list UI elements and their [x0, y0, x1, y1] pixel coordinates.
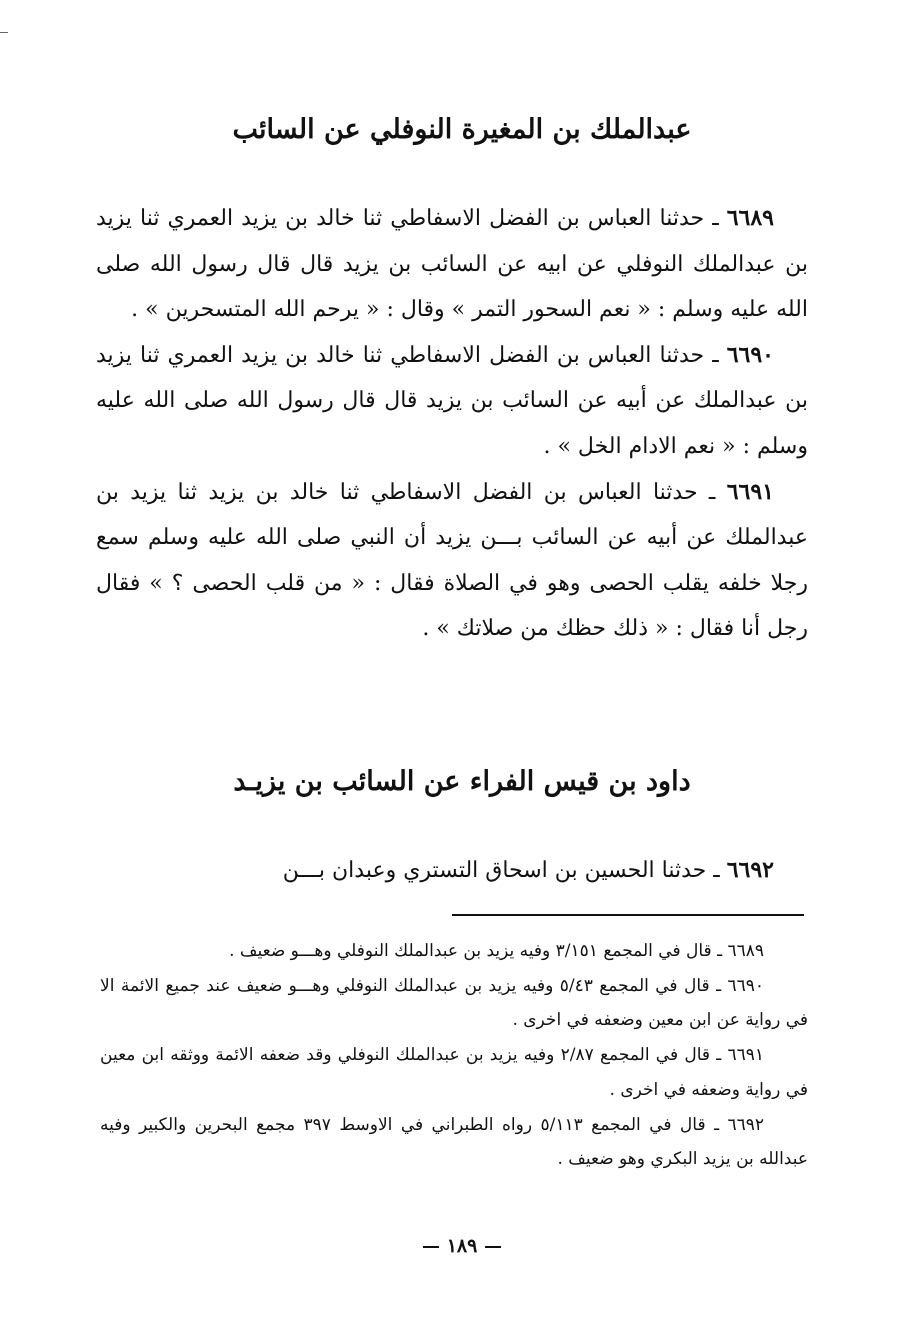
hadith-number: ٦٦٨٩	[726, 205, 774, 231]
footnote-6690	[100, 969, 808, 1038]
hadith-number: ٦٦٩١	[726, 478, 774, 505]
footnote-6691	[100, 1038, 808, 1107]
hadith-text: حدثنا العباس بن الفضل الاسفاطي ثنا خالد بن يزيد العمري ثنا يزيد بن عبدالملك النوفلي عن ابيه عن السائب بن يزيد قال قال رسول الله صلى الله عليه وسلم : « نعم السحور التمر » وقال : « يرحم الله المتسحرين » .	[96, 206, 808, 323]
number-separator: ـ	[708, 479, 716, 505]
hadith-text: حدثنا العباس بن الفضل الاسفاطي ثنا خالد بن يزيد ثنا يزيد بن عبدالملك عن أبيه عن السائب بـــن يزيد أن النبي صلى الله عليه وسلم سمع رجلا خلفه يقلب الحصى وهو في الصلاة فقال : « من قلب الحصى ؟ » فقال رجل أنا فقال : « ذلك حظك من صلاتك » .	[96, 479, 808, 642]
footnotes	[100, 934, 808, 1177]
footnote-divider	[452, 914, 804, 916]
number-separator: ـ	[712, 342, 719, 368]
number-separator: ـ	[716, 1045, 722, 1066]
page-number-footer	[0, 1232, 924, 1260]
dash-decoration	[423, 1246, 439, 1248]
footnote-6689	[100, 934, 808, 969]
section-heading-dawud: داود بن قيس الفراء عن السائب بن يزيـد	[233, 766, 691, 797]
footnote-text: قال في المجمع ٢/٨٧ وفيه يزيد بن عبدالملك النوفلي وقد ضعفه الائمة ووثقه ابن معين في رواية وضعفه في اخرى .	[100, 1045, 808, 1100]
hadith-6692	[96, 848, 808, 894]
number-separator: ـ	[717, 941, 723, 961]
footnote-number: ٦٦٨٩	[727, 941, 764, 961]
footnote-6692	[100, 1108, 808, 1177]
footnote-text: قال في المجمع ٥/١١٣ رواه الطبراني في الاوسط ٣٩٧ مجمع البحرين والكبير وفيه عبدالله بن يزيد البكري وهو ضعيف .	[100, 1114, 808, 1170]
hadith-6690	[96, 333, 808, 470]
footnote-text: قال في المجمع ٣/١٥١ وفيه يزيد بن عبدالملك النوفلي وهـــو ضعيف .	[229, 941, 712, 961]
number-separator: ـ	[714, 1114, 720, 1135]
section-heading-abdulmalik: عبدالملك بن المغيرة النوفلي عن السائب	[232, 114, 692, 145]
hadith-text: حدثنا الحسين بن اسحاق التستري وعبدان بـــن	[282, 858, 707, 883]
hadith-text: حدثنا العباس بن الفضل الاسفاطي ثنا خالد بن يزيد العمري ثنا يزيد بن عبدالملك عن أبيه عن السائب بن يزيد قال قال رسول الله صلى الله عليه وسلم : « نعم الادام الخل » .	[96, 342, 808, 459]
hadith-6691	[96, 470, 808, 652]
hadith-block-2	[96, 848, 808, 894]
page-number: ١٨٩	[446, 1235, 478, 1257]
number-separator: ـ	[712, 206, 719, 231]
footnote-number: ٦٦٩١	[727, 1045, 765, 1066]
hadith-number: ٦٦٩٢	[726, 857, 774, 883]
hadith-6689	[96, 196, 808, 333]
number-separator: ـ	[716, 975, 722, 996]
footnote-number: ٦٦٩٠	[727, 975, 764, 996]
hadith-block-1	[96, 196, 808, 652]
hadith-number: ٦٦٩٠	[726, 341, 774, 368]
number-separator: ـ	[713, 858, 720, 883]
footnote-text: قال في المجمع ٥/٤٣ وفيه يزيد بن عبدالملك النوفلي وهـــو ضعيف عند جميع الائمة الا في رواية عن ابن معين وضعفه في اخرى .	[100, 975, 808, 1031]
footnote-number: ٦٦٩٢	[727, 1114, 765, 1135]
margin-mark	[0, 32, 8, 33]
dash-decoration	[485, 1246, 501, 1248]
